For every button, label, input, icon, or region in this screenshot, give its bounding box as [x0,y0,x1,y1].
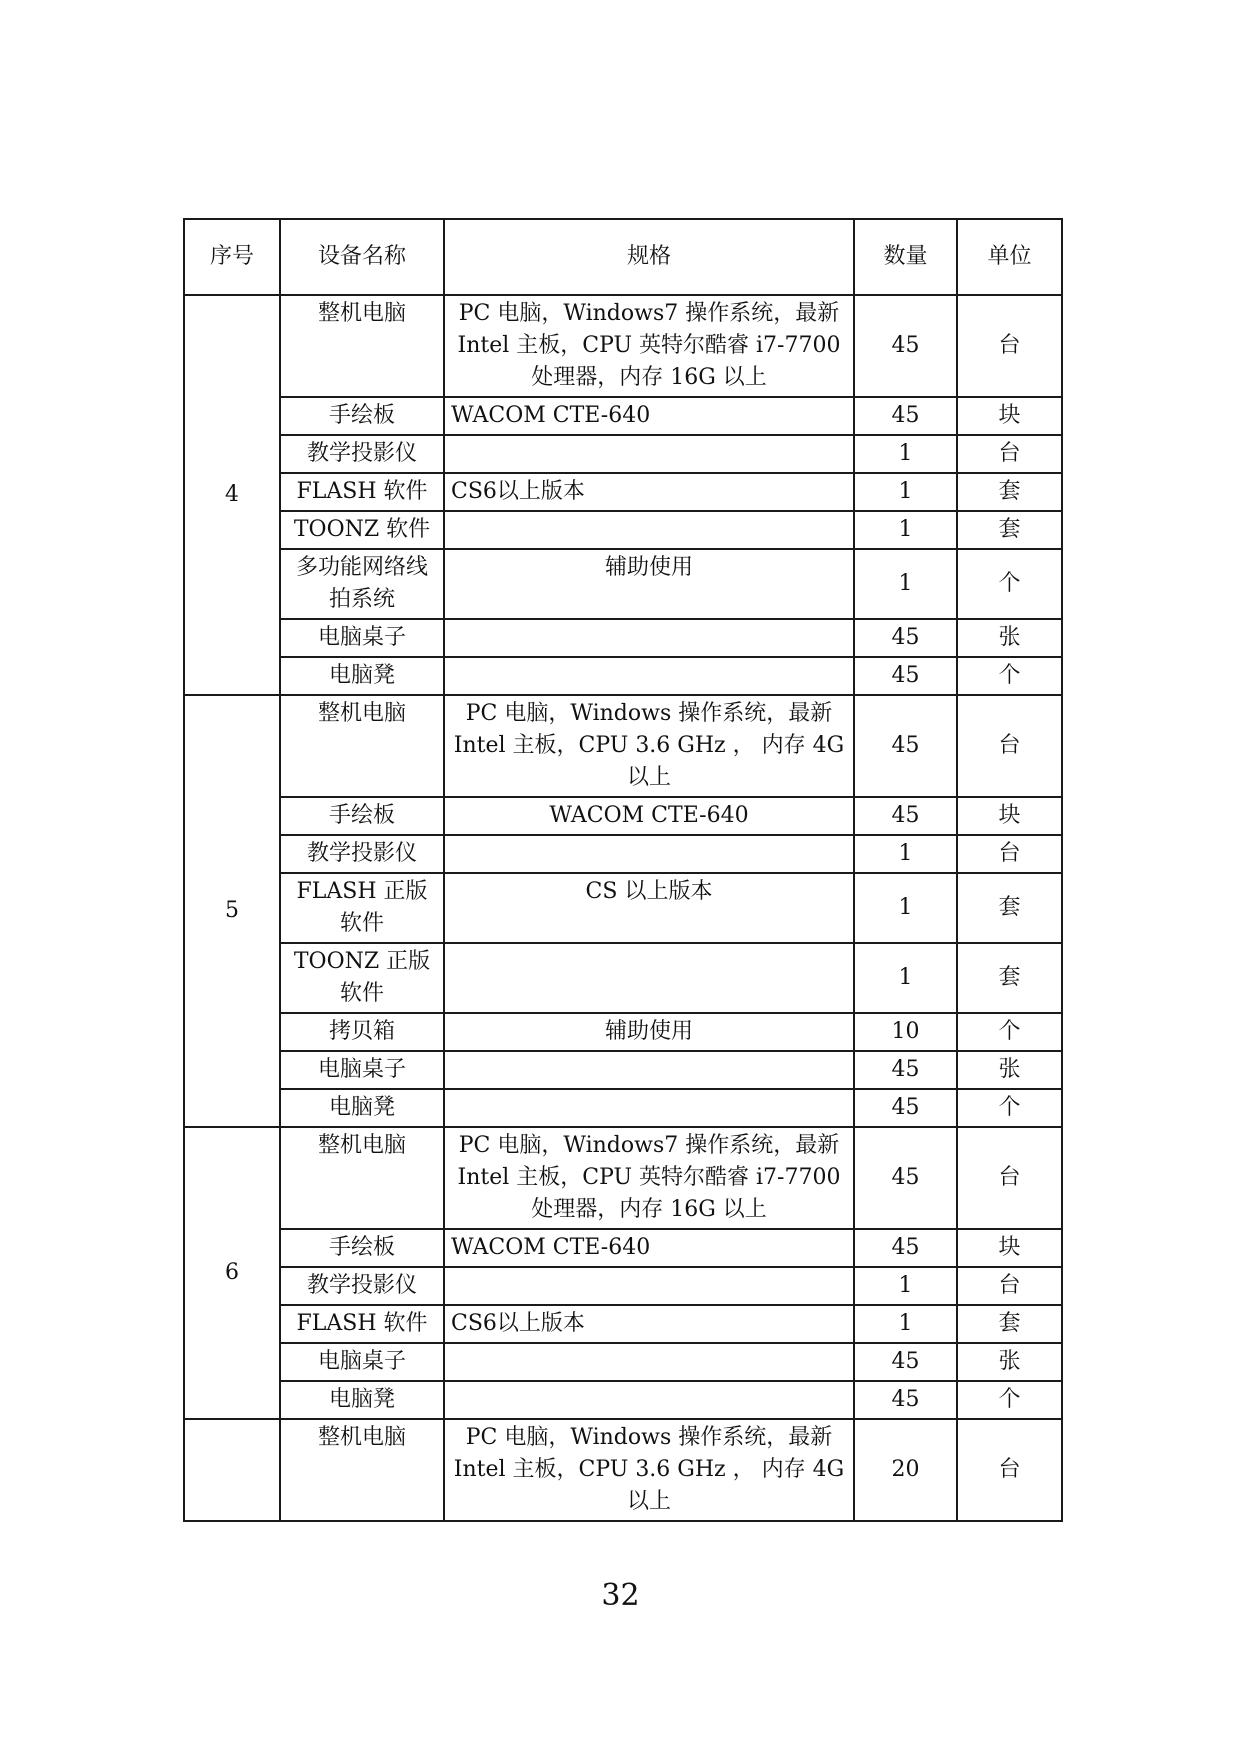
unit-cell: 个 [957,1089,1062,1127]
unit-cell: 台 [957,295,1062,397]
spec-cell [444,657,854,695]
unit-cell: 台 [957,695,1062,797]
table-body [184,295,1062,1521]
quantity-cell: 45 [854,1127,957,1229]
quantity-cell: 45 [854,657,957,695]
table-row [184,873,1062,943]
unit-cell: 块 [957,1229,1062,1267]
table-row [184,1267,1062,1305]
table-row [184,1013,1062,1051]
unit-cell: 台 [957,835,1062,873]
equipment-name-cell: 电脑凳 [280,1089,444,1127]
equipment-name-cell: 教学投影仪 [280,835,444,873]
table-row [184,435,1062,473]
spec-cell [444,1381,854,1419]
table-row [184,1127,1062,1229]
table-row [184,1305,1062,1343]
equipment-name-cell: 电脑桌子 [280,619,444,657]
equipment-name-cell: FLASH 软件 [280,473,444,511]
equipment-name-cell: 教学投影仪 [280,1267,444,1305]
table-row [184,835,1062,873]
table-row [184,657,1062,695]
table-row [184,549,1062,619]
page-number: 32 [601,1578,640,1613]
spec-cell: PC 电脑，Windows7 操作系统，最新 Intel 主板，CPU 英特尔酷睿 i7-7700 处理器，内存 16G 以上 [444,1127,854,1229]
table-row [184,1229,1062,1267]
unit-cell: 个 [957,549,1062,619]
spec-cell: CS6以上版本 [444,1305,854,1343]
quantity-cell: 45 [854,1381,957,1419]
equipment-name-cell: FLASH 软件 [280,1305,444,1343]
table-row [184,797,1062,835]
spec-cell: 辅助使用 [444,1013,854,1051]
unit-cell: 台 [957,1267,1062,1305]
unit-cell: 张 [957,1051,1062,1089]
equipment-name-cell: 教学投影仪 [280,435,444,473]
quantity-cell: 45 [854,797,957,835]
equipment-name-cell: 电脑凳 [280,1381,444,1419]
spec-cell: 辅助使用 [444,549,854,619]
header-qty: 数量 [854,219,957,295]
unit-cell: 套 [957,873,1062,943]
spec-cell: WACOM CTE-640 [444,797,854,835]
spec-cell: WACOM CTE-640 [444,1229,854,1267]
quantity-cell: 45 [854,1051,957,1089]
equipment-name-cell: 手绘板 [280,397,444,435]
seq-cell: 5 [184,695,280,1127]
spec-cell: WACOM CTE-640 [444,397,854,435]
equipment-name-cell: 电脑桌子 [280,1051,444,1089]
equipment-name-cell: 手绘板 [280,797,444,835]
quantity-cell: 45 [854,397,957,435]
seq-cell [184,1419,280,1521]
unit-cell: 张 [957,619,1062,657]
spec-cell [444,835,854,873]
equipment-name-cell: 多功能网络线拍系统 [280,549,444,619]
quantity-cell: 45 [854,1229,957,1267]
equipment-name-cell: 电脑凳 [280,657,444,695]
table-row [184,1343,1062,1381]
quantity-cell: 1 [854,473,957,511]
equipment-name-cell: 手绘板 [280,1229,444,1267]
spec-cell [444,1051,854,1089]
table-row [184,1381,1062,1419]
quantity-cell: 1 [854,549,957,619]
table-row [184,295,1062,397]
table-row [184,1089,1062,1127]
seq-cell: 4 [184,295,280,695]
quantity-cell: 45 [854,1089,957,1127]
unit-cell: 个 [957,1381,1062,1419]
table-row [184,397,1062,435]
table-row [184,1419,1062,1521]
unit-cell: 套 [957,511,1062,549]
quantity-cell: 20 [854,1419,957,1521]
header-unit: 单位 [957,219,1062,295]
unit-cell: 张 [957,1343,1062,1381]
equipment-name-cell: FLASH 正版软件 [280,873,444,943]
equipment-name-cell: TOONZ 软件 [280,511,444,549]
unit-cell: 个 [957,657,1062,695]
quantity-cell: 1 [854,1305,957,1343]
spec-cell [444,1267,854,1305]
table-row [184,1051,1062,1089]
quantity-cell: 1 [854,435,957,473]
unit-cell: 套 [957,473,1062,511]
table-row [184,473,1062,511]
spec-cell: CS6以上版本 [444,473,854,511]
spec-cell [444,435,854,473]
table-row [184,511,1062,549]
table-row [184,943,1062,1013]
table-row [184,695,1062,797]
unit-cell: 套 [957,1305,1062,1343]
table-row [184,619,1062,657]
seq-cell: 6 [184,1127,280,1419]
equipment-name-cell: 整机电脑 [280,295,444,397]
quantity-cell: 45 [854,695,957,797]
header-spec: 规格 [444,219,854,295]
quantity-cell: 45 [854,619,957,657]
table-header-row [184,219,1062,295]
quantity-cell: 10 [854,1013,957,1051]
unit-cell: 台 [957,1419,1062,1521]
quantity-cell: 45 [854,295,957,397]
equipment-table [183,218,1063,1522]
equipment-name-cell: 整机电脑 [280,1419,444,1521]
equipment-name-cell: 电脑桌子 [280,1343,444,1381]
spec-cell: PC 电脑，Windows 操作系统，最新 Intel 主板，CPU 3.6 GHz ， 内存 4G 以上 [444,695,854,797]
spec-cell [444,943,854,1013]
spec-cell [444,1089,854,1127]
unit-cell: 套 [957,943,1062,1013]
unit-cell: 块 [957,397,1062,435]
spec-cell [444,1343,854,1381]
spec-cell: CS 以上版本 [444,873,854,943]
equipment-name-cell: 整机电脑 [280,695,444,797]
unit-cell: 个 [957,1013,1062,1051]
quantity-cell: 1 [854,511,957,549]
header-seq: 序号 [184,219,280,295]
quantity-cell: 1 [854,1267,957,1305]
equipment-name-cell: 拷贝箱 [280,1013,444,1051]
spec-cell: PC 电脑，Windows7 操作系统，最新 Intel 主板，CPU 英特尔酷睿 i7-7700 处理器，内存 16G 以上 [444,295,854,397]
equipment-name-cell: TOONZ 正版软件 [280,943,444,1013]
spec-cell: PC 电脑，Windows 操作系统，最新 Intel 主板，CPU 3.6 GHz ， 内存 4G 以上 [444,1419,854,1521]
unit-cell: 块 [957,797,1062,835]
header-name: 设备名称 [280,219,444,295]
unit-cell: 台 [957,1127,1062,1229]
quantity-cell: 1 [854,943,957,1013]
equipment-name-cell: 整机电脑 [280,1127,444,1229]
spec-cell [444,511,854,549]
quantity-cell: 45 [854,1343,957,1381]
quantity-cell: 1 [854,873,957,943]
quantity-cell: 1 [854,835,957,873]
spec-cell [444,619,854,657]
unit-cell: 台 [957,435,1062,473]
